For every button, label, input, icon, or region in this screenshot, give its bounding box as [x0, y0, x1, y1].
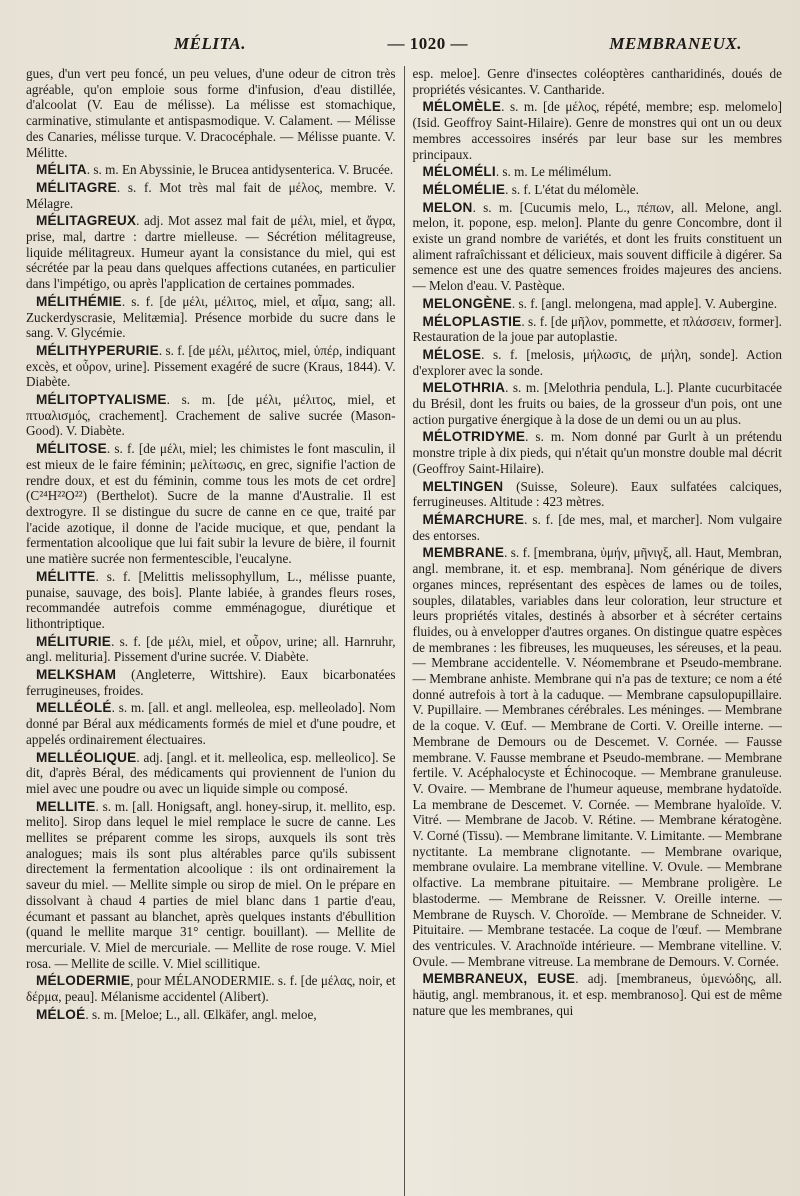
entry-headword: MÉLITHÉMIE [36, 293, 122, 309]
dictionary-entry [412, 545, 782, 969]
dictionary-entry [412, 512, 782, 543]
two-column-body [26, 66, 782, 1196]
entry-text: . s. m. [all. Honigsaft, angl. honey-sirup, it. mellito, esp. melito]. Sirop dans lequel le miel remplace le sucre de canne. Les mellites se préparent comme les sirops, auxquels ils sont très analogues; mais ils sont plus altérables parce qu'ils subissent directement la fermentation alcoolique : ils ont ordinairement la saveur du miel. — Mellite simple ou sirop de miel. On le prépare en dissolvant à chaud 4 parties de miel blanc dans 1 partie d'eau, écumant et passant au blanchet, après quelques instants d'ébullition (quand le mellite marque 31° centigr. bouillant). — Mellite de mercuriale. V. Miel de mercuriale. — Mellite de rose rouge. V. Miel rosa. — Mellite de scille. V. Miel scillitique. [26, 798, 396, 971]
entry-text: (Angleterre, Wittshire). Eaux bicarbonatées ferrugineuses, froides. [26, 667, 396, 698]
entry-text: . s. f. Mot très mal fait de μέλος, membre. V. Mélagre. [26, 179, 396, 211]
entry-headword: MÉLOTRIDYME [422, 429, 526, 445]
entry-text: . s. f. [de mes, mal, et marcher]. Nom vulgaire des entorses. [412, 511, 782, 543]
dictionary-entry [412, 971, 782, 1018]
dictionary-entry [412, 99, 782, 162]
entry-text: . s. m. En Abyssinie, le Brucea antidysenterica. V. Brucée. [86, 162, 394, 178]
dictionary-entry [412, 182, 782, 198]
entry-headword: MÉLODERMIE [36, 973, 131, 989]
entry-text: . s. f. L'état du mélomèle. [505, 181, 639, 197]
entry-headword: MELKSHAM [36, 667, 117, 683]
running-header [26, 34, 782, 56]
entry-text: . s. m. Nom donné par Gurlt à un prétendu monstre triple à dix pieds, qui n'était qu'un monstre double mal décrit (Geoffroy Saint-Hilaire). [412, 429, 782, 476]
dictionary-entry [26, 700, 396, 747]
dictionary-entry [412, 66, 782, 97]
entry-headword: MELLÉOLIQUE [36, 749, 137, 765]
entry-text: . s. f. [de μέλι, miel; les chimistes le font masculin, il est mieux de le faire féminin; μελίτωσις, en grec, signifie l'action de rendre doux, et est du féminin, comme tous les mots de cet ordre] (C²⁴H²²O²²) (Berthelot). Sucre de la manne d'Australie. Il est dextrogyre. Il se distingue du sucre de canne en ce que, traité par l'acide azotique, il donne de l'acide mucique, et que, pendant la fermentation alcoolique que lui fait subir la levure de bière, il fournit une matière sucrée non fermentescible, l'eucalyne. [26, 441, 396, 567]
entry-headword: MEMBRANEUX, EUSE [422, 971, 576, 987]
entry-headword: MÉLOMÈLE [422, 99, 502, 115]
entry-text: , pour MÉLANODERMIE. s. f. [de μέλας, noir, et δέρμα, peau]. Mélanisme accidentel (Alibert). [26, 973, 396, 1005]
dictionary-entry [412, 314, 782, 345]
dictionary-entry [26, 343, 396, 390]
dictionary-entry [26, 973, 396, 1004]
dictionary-entry [412, 200, 782, 294]
dictionary-entry [412, 429, 782, 476]
entry-text: . s. f. [angl. melongena, mad apple]. V. Aubergine. [511, 295, 778, 311]
entry-text: . s. f. [membrana, ὑμήν, μῆνιγξ, all. Haut, Membran, angl. membrane, it. et esp. membrana]. Nom générique de divers organes minces, représentant des espèces de lames ou de toiles, souples, dilatables, variables dans leur coloration, leur structure et leurs propriétés vitales, destinés à absorber et à sécréter certains fluides, ou à envelopper d'autres organes. On distingue quatre espèces de membranes : les fibreuses, les muqueuses, les séreuses, et la peau. — Membrane accidentelle. V. Néomembrane et Pseudo-membrane. — Membrane anhiste. Membrane qui n'a pas de texture; ce nom a été donné autrefois à tort à la caduque. — Membrane capsulopupillaire. V. Pupillaire. — Membranes cérébrales. Les méninges. — Membrane de la coque. V. Œuf. — Membrane de Corti. V. Oreille interne. — Membrane de Demours ou de Descemet. V. Cornée. — Fausse membrane. V. Fausse membrane et Pseudo-membrane. — Membrane fertile. V. Acéphalocyste et Échinocoque. — Membrane granuleuse. V. Ovaire. — Membrane de l'humeur aqueuse, membrane hydatoïde. La membrane de Descemet. V. Cornée. — Membrane hyaloïde. V. Vitré. — Membrane de Jacob. V. Rétine. — Membrane kératogène. V. Corné (Tissu). — Membrane limitante. V. Limitante. — Membrane nyctitante. La membrane clignotante. — Membrane ovarique, membrane ovulaire. La membrane vitelline. V. Ovule. — Membrane olfactive. La membrane pituitaire. — Membrane proligère. Le blastoderme. — Membrane de Reissner. V. Oreille interne. — Membrane de Ruysch. V. Choroïde. — Membrane de Schneider. V. Pituitaire. — Membrane testacée. La coque de l'œuf. — Membrane des ventricules. V. Arachnoïde intérieure. — Membrane vitelline. V. Ovule. — Membrane vitreuse. La membrane de Demours. V. Cornée. [412, 545, 782, 969]
entry-text: . s. m. [Melothria pendula, L.]. Plante cucurbitacée du Brésil, dont les fruits ou baies, de la grosseur d'un pois, ont une action purgative énergique à la dose de un demi ou un au plus. [412, 380, 782, 427]
entry-text: . s. m. [de μέλος, répété, membre; esp. melomelo] (Isid. Geoffroy Saint-Hilaire). Genre de monstres qui ont un ou deux membres accessoires insérés par leur base sur les membres principaux. [412, 99, 782, 162]
entry-headword: MÉLITAGRE [36, 179, 117, 195]
entry-headword: MELON [422, 199, 473, 215]
entry-text: . adj. Mot assez mal fait de μέλι, miel, et ἄγρα, prise, mal, dartre : dartre mielleuse. — Sécrétion mélitagreuse, liquide mélitagreux. Humeur ayant la consistance du miel, qui est sécrétée par la peau dans quelques affections cutanées, en particulier dans l'impétigo, ou après l'application de certaines pommades. [26, 213, 396, 292]
entry-text: gues, d'un vert peu foncé, un peu velues, d'une odeur de citron très agréable, qu'on emploie sous forme d'infusion, d'eau distillée, d'alcoolat (V. Eau de mélisse). La mélisse est stomachique, carminative, stimulante et antispasmodique. V. Calament. — Mélisse des Canaries, mélisse turque. V. Dracocéphale. — Mélisse puante. V. Mélitte. [26, 66, 396, 160]
page-number: — 1020 — [387, 34, 468, 53]
dictionary-entry [26, 634, 396, 665]
entry-text: . s. f. [de μέλι, μέλιτος, miel, et αἷμα, sang; all. Zuckerdyscrasie, Melitæmia]. Présence morbide du sucre dans le sang. V. Glycémie. [26, 293, 396, 341]
dictionary-entry [412, 347, 782, 378]
dictionary-entry [26, 441, 396, 567]
dictionary-entry [26, 750, 396, 797]
entry-headword: MÉLITTE [36, 568, 96, 584]
left-column [26, 66, 396, 1196]
dictionary-entry [26, 66, 396, 160]
entry-headword: MÉLOPLASTIE [422, 313, 522, 329]
entry-headword: MÉLOÉ [36, 1006, 86, 1022]
entry-headword: MELONGÈNE [422, 295, 512, 311]
entry-headword: MELLÉOLÉ [36, 700, 112, 716]
entry-text: . adj. [membraneus, ὑμενώδης, all. häutig, angl. membranous, it. et esp. membranoso]. Qui est de même nature que les membranes, qui [412, 971, 782, 1018]
dictionary-entry [26, 1007, 396, 1023]
entry-text: (Suisse, Soleure). Eaux sulfatées calciques, ferrugineuses. Altitude : 423 mètres. [412, 478, 782, 510]
dictionary-entry [26, 392, 396, 439]
dictionary-entry [412, 380, 782, 427]
entry-text: . s. m. Le mélimélum. [495, 164, 612, 180]
dictionary-entry [26, 667, 396, 698]
entry-text: . s. m. [Meloe; L., all. Œlkäfer, angl. meloe, [85, 1006, 317, 1022]
header-left-word: MÉLITA. [174, 34, 246, 53]
entry-headword: MÉLOMÉLIE [422, 181, 506, 197]
entry-headword: MÉMARCHURE [422, 511, 525, 527]
dictionary-entry [26, 162, 396, 178]
entry-headword: MELOTHRIA [422, 380, 506, 396]
entry-headword: MELTINGEN [422, 478, 504, 494]
entry-text: . s. f. [de μέλι, μέλιτος, miel, ὑπέρ, indiquant excès, et οὖρον, urine]. Pissement exagéré de sucre (Kraus, 1844). V. Diabète. [26, 342, 396, 390]
entry-text: . s. f. [melosis, μήλωσις, de μήλη, sonde]. Action d'explorer avec la sonde. [412, 346, 782, 378]
header-right-word: MEMBRANEUX. [609, 34, 742, 53]
dictionary-entry [26, 569, 396, 632]
dictionary-entry [26, 294, 396, 341]
entry-headword: MÉLOSE [422, 346, 482, 362]
entry-text: . s. m. [Cucumis melo, L., πέπων, all. Melone, angl. melon, it. popone, esp. melon]. Plante du genre Concombre, dont il existe un grand nombre de variétés, et dont les fruits constituent un aliment rafraîchissant et délicieux, mais souvent difficile à digérer. Sa semence est une des quatre semences froides majeures des anciens. — Melon d'eau. V. Pastèque. [412, 199, 782, 294]
dictionary-entry [412, 479, 782, 510]
column-divider [404, 66, 405, 1196]
entry-headword: MÉLITHYPERURIE [36, 342, 159, 358]
entry-text: . s. f. [Melittis melissophyllum, L., mélisse puante, punaise, sauvage, des bois]. Plante labiée, à grandes fleurs roses, recommandée autrefois comme emménagogue, diurétique et lithontriptique. [26, 568, 396, 631]
entry-headword: MÉLITAGREUX [36, 213, 137, 229]
entry-headword: MELLITE [36, 798, 96, 814]
entry-headword: MÉLITA [36, 162, 87, 178]
entry-text: . adj. [angl. et it. melleolica, esp. melleolico]. Se dit, d'après Béral, des médicaments qui proviennent de l'union du miel avec une poudre ou avec un liquide simple ou composé. [26, 749, 396, 796]
entry-text: . s. m. [all. et angl. melleolea, esp. melleolado]. Nom donné par Béral aux médicaments formés de miel et d'une poudre, et appelés ordinairement électuaires. [26, 700, 396, 747]
right-column [412, 66, 782, 1196]
entry-headword: MEMBRANE [422, 545, 505, 561]
dictionary-entry [412, 164, 782, 180]
entry-headword: MÉLITOSE [36, 441, 107, 457]
entry-text: . s. m. [de μέλι, μέλιτος, miel, et πτυαλισμός, crachement]. Crachement de salive sucrée (Mason-Good). V. Diabète. [26, 392, 396, 439]
entry-headword: MÉLITOPTYALISME [36, 392, 167, 408]
entry-text: esp. meloe]. Genre d'insectes coléoptères cantharidinés, doués de propriétés vésicantes. V. Cantharide. [412, 66, 782, 97]
dictionary-entry [412, 296, 782, 312]
entry-headword: MÉLOMÉLI [422, 164, 496, 180]
entry-headword: MÉLITURIE [36, 633, 112, 649]
dictionary-entry [26, 799, 396, 972]
entry-text: . s. f. [de μέλι, miel, et οὖρον, urine; all. Harnruhr, angl. melituria]. Pissement d'urine sucrée. V. Diabète. [26, 633, 396, 665]
dictionary-entry [26, 180, 396, 211]
entry-text: . s. f. [de μῆλον, pommette, et πλάσσειν, former]. Restauration de la joue par autoplastie. [412, 313, 782, 345]
dictionary-entry [26, 213, 396, 292]
